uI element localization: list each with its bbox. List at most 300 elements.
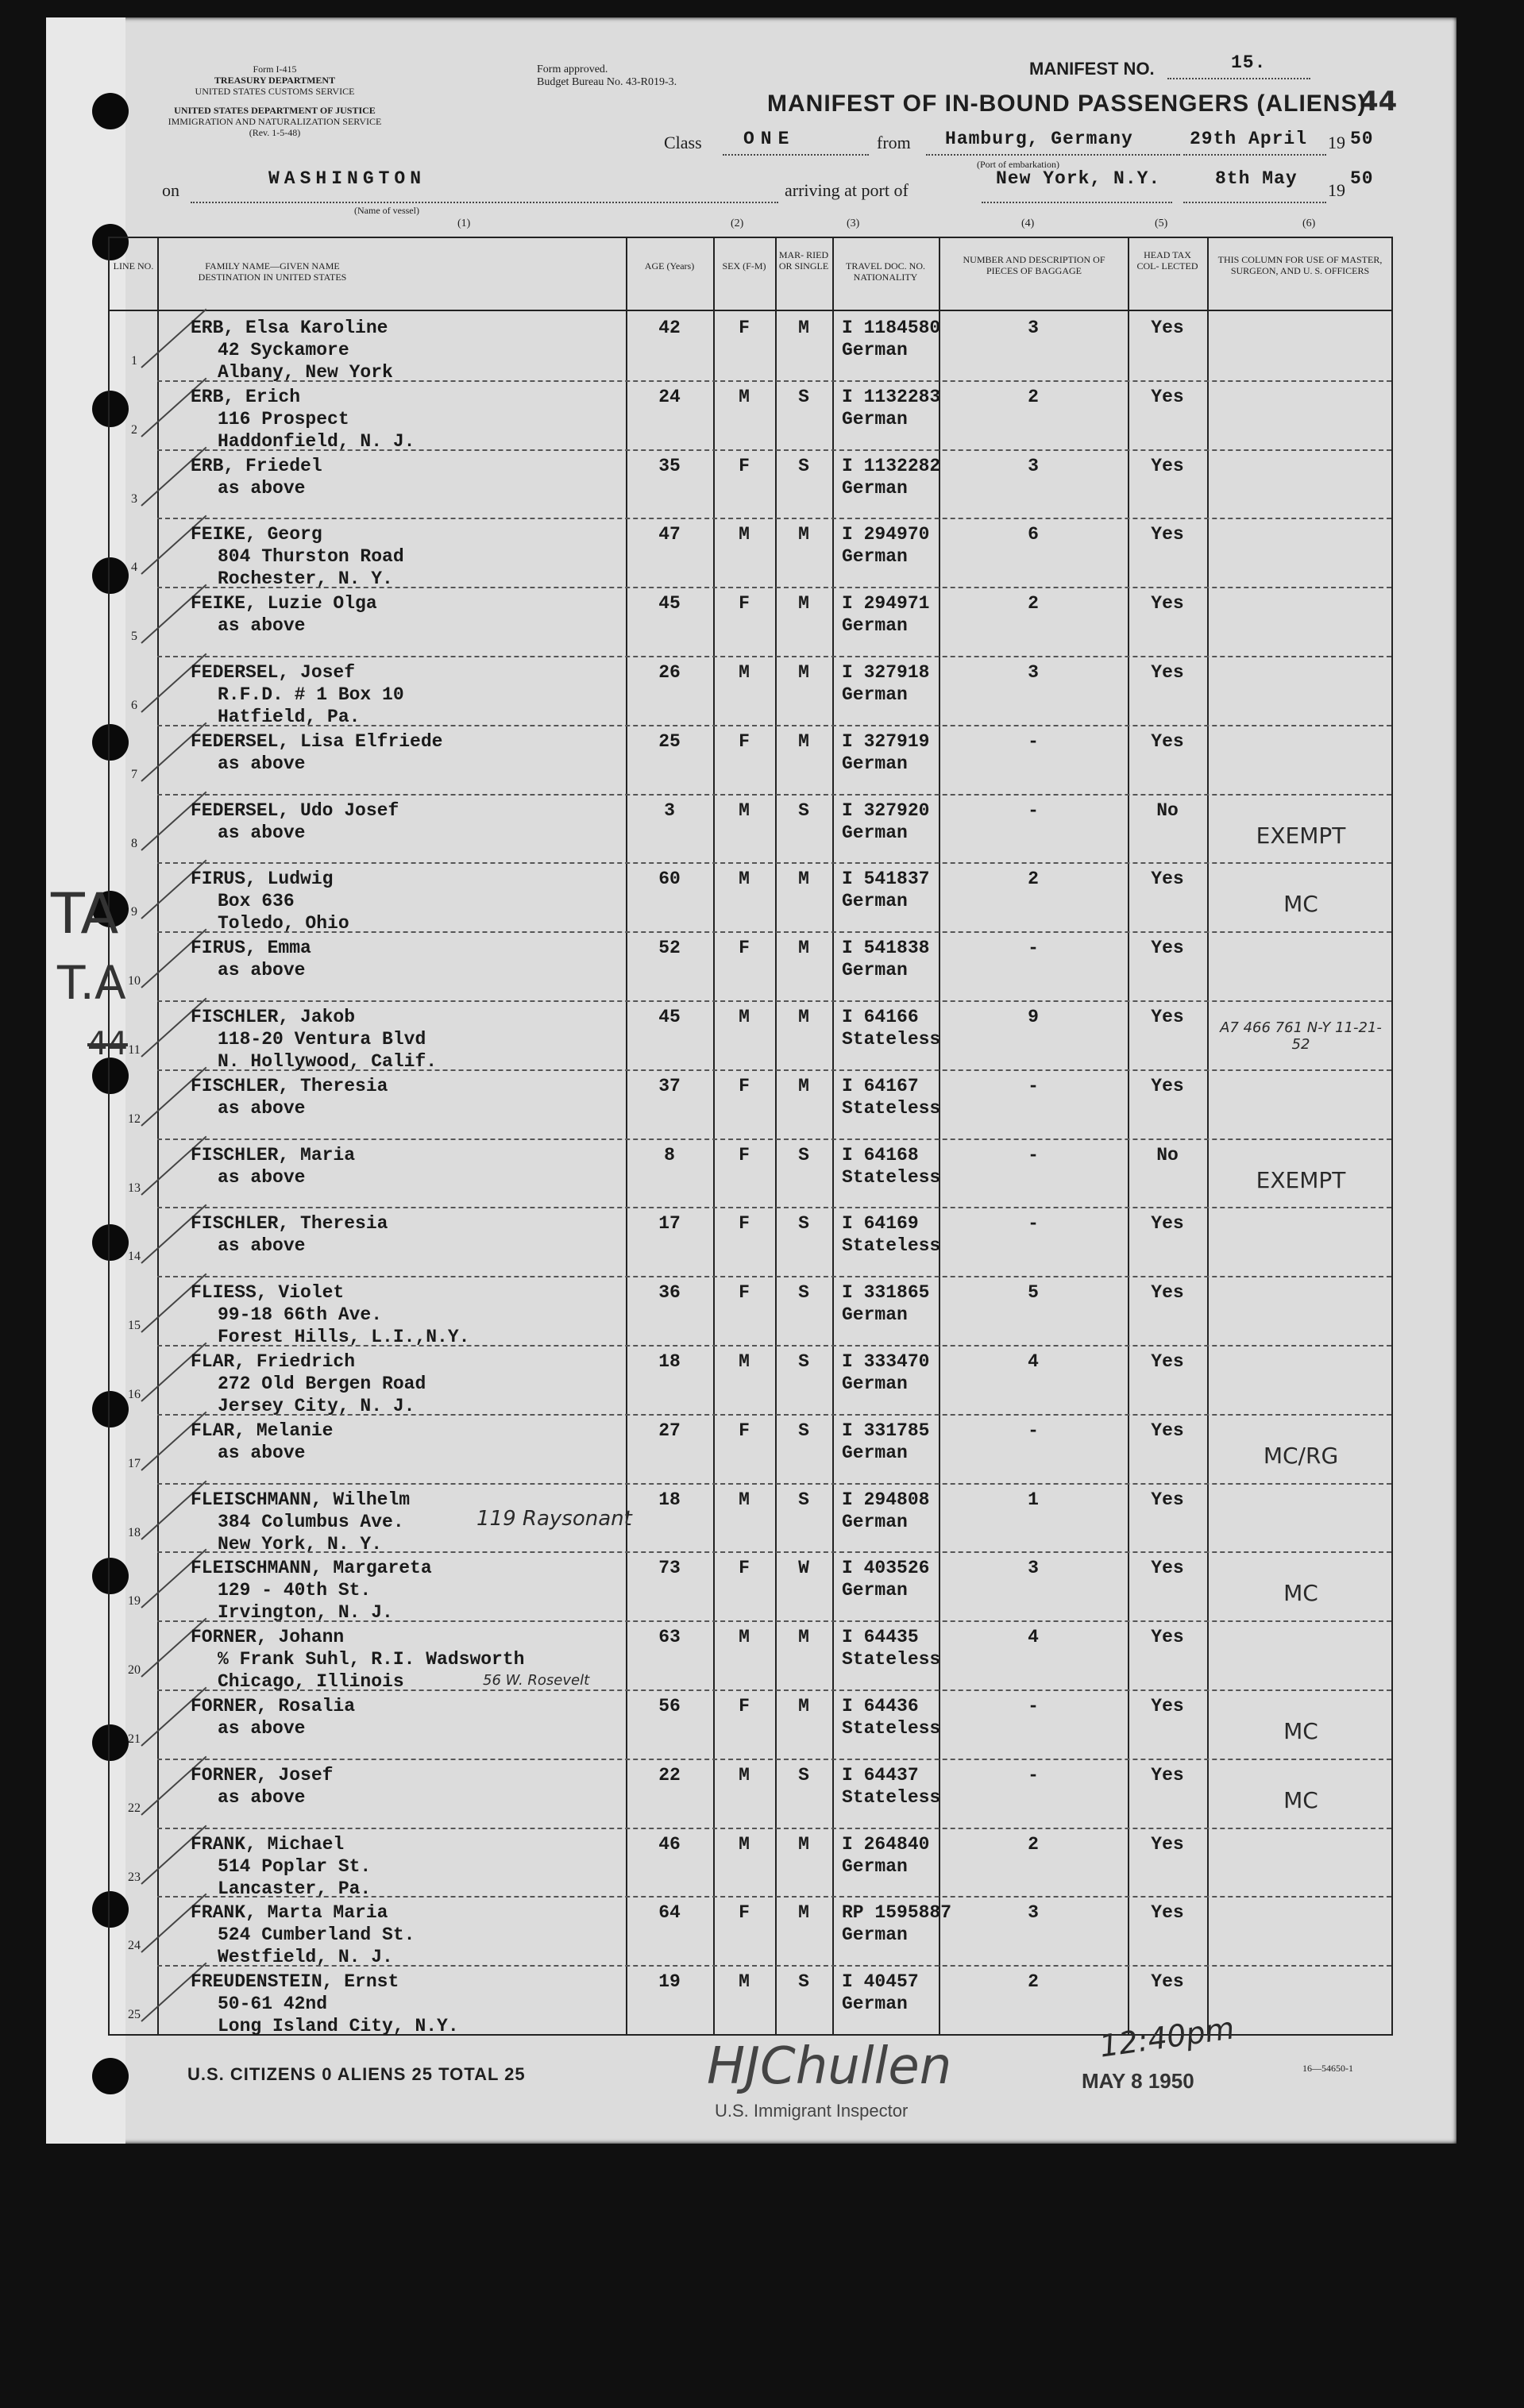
age: 18 bbox=[658, 1489, 681, 1510]
line-number: 24 bbox=[128, 1939, 141, 1953]
sex: F bbox=[739, 455, 750, 476]
address-line-2: Toledo, Ohio bbox=[218, 913, 349, 934]
nationality: German bbox=[842, 1994, 908, 2015]
age: 17 bbox=[658, 1213, 681, 1235]
baggage-count: - bbox=[1028, 799, 1039, 821]
address-line-1: as above bbox=[218, 1097, 306, 1119]
passenger-row bbox=[110, 1207, 1391, 1276]
from-line bbox=[926, 154, 1180, 156]
travel-doc-no: I 403526 bbox=[842, 1558, 930, 1579]
marital-status: M bbox=[798, 1627, 809, 1648]
class-label: Class bbox=[664, 133, 702, 152]
line-number: 15 bbox=[128, 1319, 141, 1333]
address-line-2: Rochester, N. Y. bbox=[218, 568, 393, 590]
class-value: ONE bbox=[743, 129, 796, 149]
travel-doc-no: I 327918 bbox=[842, 662, 930, 683]
from-date: 29th April bbox=[1190, 129, 1308, 149]
address-line-1: 99-18 66th Ave. bbox=[218, 1304, 383, 1326]
form-number: Form I-415 bbox=[253, 64, 297, 75]
head-tax: Yes bbox=[1151, 318, 1184, 338]
passenger-name: FORNER, Rosalia bbox=[191, 1696, 356, 1716]
passenger-name: FLEISCHMANN, Margareta bbox=[191, 1558, 432, 1579]
th-name: FAMILY NAME—GIVEN NAME DESTINATION IN UNITED STATES bbox=[198, 260, 347, 283]
passenger-name: ERB, Elsa Karoline bbox=[191, 318, 388, 338]
nationality: German bbox=[842, 477, 908, 499]
line-number: 11 bbox=[128, 1043, 141, 1057]
travel-doc-no: I 1184580 bbox=[842, 318, 941, 338]
vessel-name: WASHINGTON bbox=[268, 168, 426, 189]
side-note-ta-2: T.A bbox=[57, 956, 126, 1010]
nationality: German bbox=[842, 546, 908, 568]
age: 47 bbox=[658, 524, 681, 545]
travel-doc-no: I 64167 bbox=[842, 1075, 919, 1096]
marital-status: S bbox=[798, 1282, 809, 1304]
nationality: Stateless bbox=[842, 1786, 941, 1808]
address-line-1: as above bbox=[218, 960, 306, 981]
line-number: 17 bbox=[128, 1456, 141, 1470]
nationality: German bbox=[842, 822, 908, 843]
age: 8 bbox=[664, 1144, 675, 1165]
line-number: 16 bbox=[128, 1388, 141, 1401]
baggage-count: - bbox=[1028, 1075, 1039, 1096]
on-label: on bbox=[162, 180, 179, 200]
nationality: Stateless bbox=[842, 1029, 941, 1050]
marital-status: S bbox=[798, 1144, 809, 1165]
head-tax: Yes bbox=[1151, 869, 1184, 890]
line-number: 18 bbox=[128, 1525, 141, 1539]
marital-status: S bbox=[798, 1764, 809, 1786]
head-tax: Yes bbox=[1151, 1213, 1184, 1235]
passenger-name: FLAR, Melanie bbox=[191, 1420, 334, 1441]
colnum-5: (5) bbox=[1155, 218, 1168, 229]
manifest-no-label: MANIFEST NO. bbox=[1029, 59, 1155, 79]
age: 45 bbox=[658, 593, 681, 615]
line-number: 1 bbox=[131, 354, 137, 368]
hand-time: 12:40pm bbox=[1097, 2010, 1237, 2064]
sex: M bbox=[739, 1764, 750, 1786]
baggage-count: - bbox=[1028, 1420, 1039, 1441]
nationality: Stateless bbox=[842, 1235, 941, 1257]
sex: F bbox=[739, 1213, 750, 1235]
line-number: 9 bbox=[131, 905, 137, 919]
vessel-caption: (Name of vessel) bbox=[354, 205, 419, 216]
line-number: 21 bbox=[128, 1732, 141, 1746]
passenger-row bbox=[110, 656, 1391, 725]
address-line-1: as above bbox=[218, 477, 306, 499]
age: 22 bbox=[658, 1764, 681, 1786]
line-number: 25 bbox=[128, 2008, 141, 2022]
passenger-row bbox=[110, 1896, 1391, 1968]
baggage-count: - bbox=[1028, 1764, 1039, 1786]
sex: M bbox=[739, 1007, 750, 1027]
nationality: German bbox=[842, 1374, 908, 1394]
address-line-1: 272 Old Bergen Road bbox=[218, 1374, 426, 1394]
line-number: 4 bbox=[131, 561, 137, 575]
age: 36 bbox=[658, 1282, 681, 1304]
marital-status: S bbox=[798, 1971, 809, 1993]
passenger-name: FRANK, Marta Maria bbox=[191, 1902, 388, 1924]
head-tax: Yes bbox=[1151, 386, 1184, 407]
line-number: 13 bbox=[128, 1181, 141, 1195]
passenger-name: FRANK, Michael bbox=[191, 1833, 345, 1855]
travel-doc-no: I 541837 bbox=[842, 869, 930, 890]
nationality: Stateless bbox=[842, 1097, 941, 1119]
form-agency-block bbox=[179, 64, 370, 97]
nationality: German bbox=[842, 408, 908, 430]
sex: F bbox=[739, 1696, 750, 1716]
officer-note: EXEMPT bbox=[1256, 822, 1346, 849]
head-tax: Yes bbox=[1151, 1007, 1184, 1027]
passenger-row bbox=[110, 1689, 1391, 1759]
sex: F bbox=[739, 1282, 750, 1304]
address-line-1: as above bbox=[218, 1718, 306, 1739]
nationality: German bbox=[842, 684, 908, 705]
travel-doc-no: I 64436 bbox=[842, 1696, 919, 1716]
from-year: 50 bbox=[1350, 129, 1374, 149]
marital-status: S bbox=[798, 455, 809, 476]
baggage-count: 2 bbox=[1028, 593, 1039, 615]
passenger-row bbox=[110, 1551, 1391, 1624]
passenger-name: FORNER, Johann bbox=[191, 1627, 345, 1648]
address-line-1: as above bbox=[218, 753, 306, 774]
agency-ins: IMMIGRATION AND NATURALIZATION SERVICE bbox=[168, 116, 382, 127]
passenger-row bbox=[110, 311, 1391, 383]
th-line-no: LINE NO. bbox=[113, 260, 154, 272]
agency-treasury: TREASURY DEPARTMENT bbox=[214, 75, 336, 86]
age: 18 bbox=[658, 1351, 681, 1372]
head-tax: Yes bbox=[1151, 1489, 1184, 1510]
head-tax: Yes bbox=[1151, 1764, 1184, 1786]
line-number: 19 bbox=[128, 1594, 141, 1609]
th-officers: THIS COLUMN FOR USE OF MASTER, SURGEON, AND U. S. OFFICERS bbox=[1217, 254, 1383, 276]
sex: M bbox=[739, 1489, 750, 1510]
line-number: 23 bbox=[128, 1870, 141, 1884]
passenger-name: FEDERSEL, Josef bbox=[191, 662, 356, 683]
age: 56 bbox=[658, 1696, 681, 1716]
sex: F bbox=[739, 1075, 750, 1096]
marital-status: M bbox=[798, 730, 809, 752]
colnum-6: (6) bbox=[1302, 218, 1316, 229]
travel-doc-no: I 294970 bbox=[842, 524, 930, 545]
baggage-count: - bbox=[1028, 730, 1039, 752]
travel-doc-no: I 64437 bbox=[842, 1764, 919, 1786]
nationality: German bbox=[842, 1855, 908, 1877]
binder-hole bbox=[92, 2058, 129, 2094]
address-line-1: 804 Thurston Road bbox=[218, 546, 404, 568]
address-line-1: as above bbox=[218, 1166, 306, 1188]
address-line-1: as above bbox=[218, 822, 306, 843]
side-note-struck: 44 bbox=[87, 1026, 128, 1062]
baggage-count: 3 bbox=[1028, 1902, 1039, 1924]
passenger-name: ERB, Friedel bbox=[191, 455, 322, 476]
address-line-1: Box 636 bbox=[218, 891, 295, 912]
manifest-no-value: 15. bbox=[1231, 52, 1267, 73]
passenger-name: FLEISCHMANN, Wilhelm bbox=[191, 1489, 411, 1510]
head-tax: Yes bbox=[1151, 1902, 1184, 1924]
form-agency-block-2 bbox=[156, 105, 394, 138]
sex: F bbox=[739, 593, 750, 615]
nationality: German bbox=[842, 1924, 908, 1946]
head-tax: Yes bbox=[1151, 1971, 1184, 1993]
colnum-1: (1) bbox=[457, 218, 471, 229]
age: 25 bbox=[658, 730, 681, 752]
travel-doc-no: I 327919 bbox=[842, 730, 930, 752]
baggage-count: 1 bbox=[1028, 1489, 1039, 1510]
nationality: German bbox=[842, 960, 908, 981]
form-approved: Form approved. bbox=[537, 64, 608, 75]
age: 45 bbox=[658, 1007, 681, 1027]
from-date-line bbox=[1183, 154, 1326, 156]
travel-doc-no: I 64169 bbox=[842, 1213, 919, 1235]
address-line-1: 50-61 42nd bbox=[218, 1994, 328, 2015]
age: 37 bbox=[658, 1075, 681, 1096]
address-line-1: as above bbox=[218, 1786, 306, 1808]
passenger-row bbox=[110, 862, 1391, 934]
sex: M bbox=[739, 1971, 750, 1993]
marital-status: M bbox=[798, 1833, 809, 1855]
marital-status: S bbox=[798, 1489, 809, 1510]
sex: F bbox=[739, 938, 750, 959]
travel-doc-no: I 333470 bbox=[842, 1351, 930, 1372]
age: 42 bbox=[658, 318, 681, 338]
passenger-row bbox=[110, 518, 1391, 590]
travel-doc-no: I 327920 bbox=[842, 799, 930, 821]
nationality: German bbox=[842, 1511, 908, 1532]
arriving-label: arriving at port of bbox=[785, 180, 909, 200]
sex: F bbox=[739, 1420, 750, 1441]
nationality: Stateless bbox=[842, 1649, 941, 1670]
head-tax: Yes bbox=[1151, 1282, 1184, 1304]
age: 35 bbox=[658, 455, 681, 476]
officer-note: EXEMPT bbox=[1256, 1166, 1346, 1193]
passenger-name: FEIKE, Luzie Olga bbox=[191, 593, 377, 615]
from-year-prefix: 19 bbox=[1328, 133, 1345, 152]
passenger-row bbox=[110, 1414, 1391, 1483]
officer-note: MC bbox=[1283, 1580, 1318, 1607]
marital-status: M bbox=[798, 593, 809, 615]
address-line-1: 514 Poplar St. bbox=[218, 1855, 372, 1877]
marital-status: M bbox=[798, 1075, 809, 1096]
address-line-1: 129 - 40th St. bbox=[218, 1580, 372, 1601]
address-line-1: 384 Columbus Ave. bbox=[218, 1511, 404, 1532]
address-line-1: R.F.D. # 1 Box 10 bbox=[218, 684, 404, 705]
head-tax: Yes bbox=[1151, 1558, 1184, 1579]
line-number: 20 bbox=[128, 1663, 141, 1678]
passenger-name: FORNER, Josef bbox=[191, 1764, 334, 1786]
manifest-no-line bbox=[1167, 78, 1310, 79]
arrival-year: 50 bbox=[1350, 168, 1374, 189]
head-tax: Yes bbox=[1151, 1833, 1184, 1855]
marital-status: S bbox=[798, 1420, 809, 1441]
sex: M bbox=[739, 662, 750, 683]
nationality: German bbox=[842, 1580, 908, 1601]
print-code: 16—54650-1 bbox=[1302, 2063, 1353, 2074]
officer-note: MC bbox=[1283, 1786, 1318, 1813]
form-revision: (Rev. 1-5-48) bbox=[249, 127, 301, 138]
from-label: from bbox=[877, 133, 911, 152]
address-line-2: Chicago, Illinois bbox=[218, 1671, 404, 1693]
head-tax: Yes bbox=[1151, 730, 1184, 752]
address-line-2: Hatfield, Pa. bbox=[218, 707, 361, 727]
passenger-name: FIRUS, Emma bbox=[191, 938, 311, 959]
head-tax: Yes bbox=[1151, 1627, 1184, 1648]
head-tax: Yes bbox=[1151, 662, 1184, 683]
passenger-name: ERB, Erich bbox=[191, 386, 301, 407]
passenger-row bbox=[110, 1000, 1391, 1072]
colnum-2: (2) bbox=[731, 218, 744, 229]
officer-note: MC bbox=[1283, 891, 1318, 918]
baggage-count: - bbox=[1028, 1213, 1039, 1235]
head-tax: Yes bbox=[1151, 1420, 1184, 1441]
address-line-1: as above bbox=[218, 1442, 306, 1463]
passenger-row bbox=[110, 1069, 1391, 1139]
port-embark-caption: (Port of embarkation) bbox=[977, 159, 1059, 170]
th-sex: SEX (F-M) bbox=[722, 260, 766, 272]
passenger-row bbox=[110, 1620, 1391, 1693]
age: 60 bbox=[658, 869, 681, 890]
baggage-count: 6 bbox=[1028, 524, 1039, 545]
travel-doc-no: I 541838 bbox=[842, 938, 930, 959]
arrival-port: New York, N.Y. bbox=[996, 168, 1161, 189]
nationality: Stateless bbox=[842, 1718, 941, 1739]
travel-doc-no: I 40457 bbox=[842, 1971, 919, 1993]
baggage-count: - bbox=[1028, 938, 1039, 959]
travel-doc-no: I 294971 bbox=[842, 593, 930, 615]
address-line-1: % Frank Suhl, R.I. Wadsworth bbox=[218, 1649, 525, 1670]
head-tax: Yes bbox=[1151, 593, 1184, 615]
line-number: 14 bbox=[128, 1250, 141, 1264]
passenger-name: FISCHLER, Theresia bbox=[191, 1075, 388, 1096]
passenger-row bbox=[110, 1828, 1391, 1897]
head-tax: Yes bbox=[1151, 455, 1184, 476]
nationality: German bbox=[842, 1304, 908, 1326]
sex: M bbox=[739, 524, 750, 545]
line-number: 6 bbox=[131, 699, 137, 712]
passenger-row bbox=[110, 1276, 1391, 1348]
marital-status: M bbox=[798, 869, 809, 890]
passenger-name: FIRUS, Ludwig bbox=[191, 869, 334, 890]
baggage-count: 2 bbox=[1028, 1833, 1039, 1855]
hand-note-row20: 56 W. Rosevelt bbox=[483, 1672, 590, 1689]
marital-status: S bbox=[798, 1351, 809, 1372]
age: 52 bbox=[658, 938, 681, 959]
travel-doc-no: I 1132282 bbox=[842, 455, 941, 476]
passenger-row bbox=[110, 1345, 1391, 1414]
page-number: 44 bbox=[1360, 86, 1398, 118]
arrival-date: 8th May bbox=[1215, 168, 1298, 189]
hand-note-row18: 119 Raysonant bbox=[476, 1507, 632, 1531]
address-line-1: 116 Prospect bbox=[218, 408, 349, 430]
nationality: Stateless bbox=[842, 1166, 941, 1188]
address-line-1: 524 Cumberland St. bbox=[218, 1924, 415, 1946]
baggage-count: 3 bbox=[1028, 1558, 1039, 1579]
th-baggage: NUMBER AND DESCRIPTION OF PIECES OF BAGGAGE bbox=[963, 254, 1105, 276]
address-line-1: as above bbox=[218, 1235, 306, 1257]
passenger-name: FEDERSEL, Lisa Elfriede bbox=[191, 730, 443, 752]
marital-status: M bbox=[798, 524, 809, 545]
th-married: MAR- RIED OR SINGLE bbox=[778, 249, 829, 272]
vessel-line bbox=[191, 202, 778, 203]
baggage-count: 3 bbox=[1028, 318, 1039, 338]
marital-status: M bbox=[798, 318, 809, 338]
arrival-port-line bbox=[982, 202, 1172, 203]
binder-hole bbox=[92, 93, 129, 129]
travel-doc-no: I 64168 bbox=[842, 1144, 919, 1165]
baggage-count: 4 bbox=[1028, 1627, 1039, 1648]
marital-status: M bbox=[798, 1902, 809, 1924]
approval-block bbox=[537, 64, 677, 89]
sex: M bbox=[739, 799, 750, 821]
age: 46 bbox=[658, 1833, 681, 1855]
passenger-row bbox=[110, 1139, 1391, 1208]
travel-doc-no: I 64435 bbox=[842, 1627, 919, 1648]
head-tax: Yes bbox=[1151, 1351, 1184, 1372]
address-line-2: N. Hollywood, Calif. bbox=[218, 1051, 438, 1072]
address-line-2: Albany, New York bbox=[218, 362, 393, 383]
travel-doc-no: I 1132283 bbox=[842, 386, 941, 407]
marital-status: S bbox=[798, 799, 809, 821]
sex: F bbox=[739, 318, 750, 338]
age: 3 bbox=[664, 799, 675, 821]
address-line-2: Forest Hills, L.I.,N.Y. bbox=[218, 1327, 470, 1348]
baggage-count: 3 bbox=[1028, 455, 1039, 476]
address-line-2: Haddonfield, N. J. bbox=[218, 430, 415, 452]
baggage-count: 2 bbox=[1028, 1971, 1039, 1993]
line-number: 8 bbox=[131, 836, 137, 850]
baggage-count: - bbox=[1028, 1696, 1039, 1716]
line-number: 7 bbox=[131, 767, 137, 781]
marital-status: W bbox=[798, 1558, 809, 1579]
agency-customs: UNITED STATES CUSTOMS SERVICE bbox=[195, 86, 355, 97]
age: 24 bbox=[658, 386, 681, 407]
officer-note: MC/RG bbox=[1263, 1442, 1339, 1469]
address-line-2: Lancaster, Pa. bbox=[218, 1878, 372, 1899]
nationality: German bbox=[842, 753, 908, 774]
officer-note: MC bbox=[1283, 1718, 1318, 1744]
agency-justice: UNITED STATES DEPARTMENT OF JUSTICE bbox=[174, 105, 376, 116]
passenger-row bbox=[110, 794, 1391, 863]
inspector-caption: U.S. Immigrant Inspector bbox=[715, 2101, 909, 2121]
from-port: Hamburg, Germany bbox=[945, 129, 1133, 149]
address-line-1: as above bbox=[218, 615, 306, 637]
address-line-2: Jersey City, N. J. bbox=[218, 1396, 415, 1416]
passenger-row bbox=[110, 1759, 1391, 1828]
travel-doc-no: I 294808 bbox=[842, 1489, 930, 1510]
age: 26 bbox=[658, 662, 681, 683]
age: 64 bbox=[658, 1902, 681, 1924]
baggage-count: 2 bbox=[1028, 869, 1039, 890]
nationality: German bbox=[842, 340, 908, 360]
address-line-2: New York, N. Y. bbox=[218, 1533, 383, 1555]
date-stamp: MAY 8 1950 bbox=[1082, 2069, 1194, 2093]
class-line bbox=[723, 154, 869, 156]
nationality: German bbox=[842, 615, 908, 637]
passenger-name: FEDERSEL, Udo Josef bbox=[191, 799, 399, 821]
totals-line: U.S. CITIZENS 0 ALIENS 25 TOTAL 25 bbox=[187, 2064, 526, 2084]
marital-status: M bbox=[798, 1696, 809, 1716]
age: 73 bbox=[658, 1558, 681, 1579]
head-tax: No bbox=[1156, 1144, 1179, 1165]
side-note-ta: TA bbox=[51, 881, 119, 946]
line-number: 12 bbox=[128, 1112, 141, 1126]
line-number: 2 bbox=[131, 422, 137, 437]
marital-status: S bbox=[798, 1213, 809, 1235]
address-line-2: Westfield, N. J. bbox=[218, 1947, 393, 1968]
th-head-tax: HEAD TAX COL- LECTED bbox=[1136, 249, 1198, 272]
passenger-name: FREUDENSTEIN, Ernst bbox=[191, 1971, 399, 1993]
travel-doc-no: I 264840 bbox=[842, 1833, 930, 1855]
head-tax: Yes bbox=[1151, 938, 1184, 959]
